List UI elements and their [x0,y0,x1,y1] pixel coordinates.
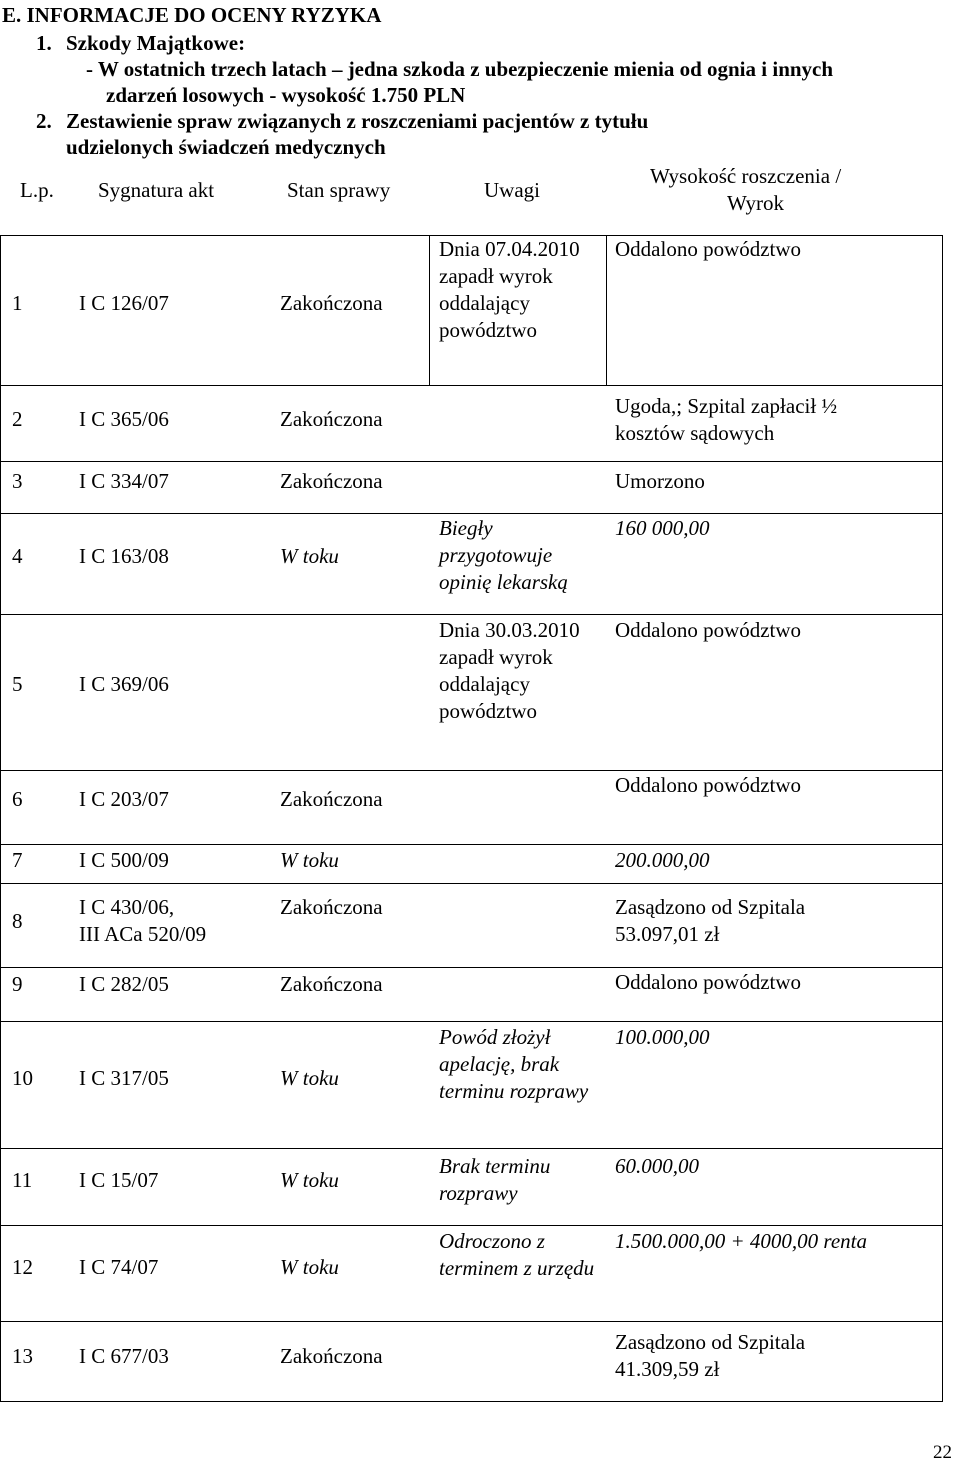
header-lp: L.p. [20,178,54,202]
row-12-uwagi: Odroczono z terminem z urzędu [439,1229,595,1280]
row-10-lp: 10 [12,1066,33,1090]
section-1-number: 1. [36,31,52,55]
row-12-stan: W toku [280,1255,339,1279]
row-5-uwagi: Dnia 30.03.2010 zapadł wyrok oddalający powództwo [439,618,580,723]
row-12-lp: 12 [12,1255,33,1279]
row-9-wysokosc: Oddalono powództwo [615,970,802,994]
table-rule [0,1321,943,1322]
section-2-line2: udzielonych świadczeń medycznych [66,135,386,159]
table-rule [0,513,943,514]
row-1-wysokosc: Oddalono powództwo [615,237,802,261]
table-rule [0,1401,943,1402]
row-10-uwagi: Powód złożył apelację, brak terminu rozprawy [439,1025,589,1103]
section-title: E. INFORMACJE DO OCENY RYZYKA [2,3,382,27]
row-10-sygnatura: I C 317/05 [79,1066,169,1090]
row-5-sygnatura: I C 369/06 [79,672,169,696]
row-6-sygnatura: I C 203/07 [79,787,169,811]
row-11-stan: W toku [280,1168,339,1192]
section-1-title: Szkody Majątkowe: [66,31,246,55]
header-sygnatura: Sygnatura akt [98,178,215,202]
row-7-wysokosc: 200.000,00 [615,848,710,872]
row-5-lp: 5 [12,672,23,696]
row-8-wysokosc-line1: Zasądzono od Szpitala [615,895,806,919]
row-9-sygnatura: I C 282/05 [79,972,169,996]
row-8-wysokosc-line2: 53.097,01 zł [615,922,720,946]
row-1-lp: 1 [12,291,23,315]
table-rule [0,614,943,615]
row-11-wysokosc: 60.000,00 [615,1154,699,1178]
row-1-uwagi: Dnia 07.04.2010 zapadł wyrok oddalający powództwo [439,237,580,342]
table-rule [0,967,943,968]
row-4-wysokosc: 160 000,00 [615,516,710,540]
row-4-uwagi: Biegły przygotowuje opinię lekarską [439,516,568,594]
table-rule [0,1225,943,1226]
row-8-lp: 8 [12,909,23,933]
row-8-stan: Zakończona [280,895,383,919]
row-11-lp: 11 [12,1168,33,1192]
row-4-lp: 4 [12,544,23,568]
header-wysokosc-line1: Wysokość roszczenia / [650,164,842,188]
row-6-lp: 6 [12,787,23,811]
row-11-sygnatura: I C 15/07 [79,1168,159,1192]
page-number: 22 [933,1442,952,1463]
row-12-sygnatura: I C 74/07 [79,1255,159,1279]
table-rule [0,770,943,771]
section-1-item-line1: - W ostatnich trzech latach – jedna szkoda z ubezpieczenie mienia od ognia i innych [86,57,834,81]
row-7-sygnatura: I C 500/09 [79,848,169,872]
row-6-wysokosc: Oddalono powództwo [615,773,802,797]
row-13-sygnatura: I C 677/03 [79,1344,169,1368]
section-1-item-line2: zdarzeń losowych - wysokość 1.750 PLN [106,83,466,107]
table-rule-vertical [429,235,430,385]
row-2-sygnatura: I C 365/06 [79,407,169,431]
header-wysokosc-line2: Wyrok [727,191,785,215]
row-8-sygnatura-line2: III ACa 520/09 [79,922,207,946]
table-rule-vertical [942,235,943,1401]
row-2-wysokosc-line1: Ugoda,; Szpital zapłacił ½ [615,394,838,418]
row-13-wysokosc-line2: 41.309,59 zł [615,1357,720,1381]
row-4-stan: W toku [280,544,339,568]
table-rule [0,1021,943,1022]
header-stan: Stan sprawy [287,178,391,202]
row-4-sygnatura: I C 163/08 [79,544,169,568]
row-1-sygnatura: I C 126/07 [79,291,169,315]
row-1-stan: Zakończona [280,291,383,315]
row-2-wysokosc-line2: kosztów sądowych [615,421,775,445]
row-10-stan: W toku [280,1066,339,1090]
row-13-lp: 13 [12,1344,33,1368]
section-2-line1: Zestawienie spraw związanych z roszczeniami pacjentów z tytułu [66,109,649,133]
section-2-number: 2. [36,109,52,133]
row-6-stan: Zakończona [280,787,383,811]
row-12-wysokosc: 1.500.000,00 + 4000,00 renta [615,1229,867,1253]
row-11-uwagi: Brak terminu rozprawy [439,1154,551,1205]
table-rule-vertical [606,235,607,385]
row-2-stan: Zakończona [280,407,383,431]
table-rule-vertical [0,235,1,1401]
row-9-stan: Zakończona [280,972,383,996]
row-7-stan: W toku [280,848,339,872]
row-3-lp: 3 [12,469,23,493]
row-10-wysokosc: 100.000,00 [615,1025,710,1049]
table-rule [0,461,943,462]
table-rule [0,385,943,386]
table-rule [0,844,943,845]
row-13-wysokosc-line1: Zasądzono od Szpitala [615,1330,806,1354]
row-3-sygnatura: I C 334/07 [79,469,169,493]
row-7-lp: 7 [12,848,23,872]
row-9-lp: 9 [12,972,23,996]
row-5-wysokosc: Oddalono powództwo [615,618,802,642]
row-13-stan: Zakończona [280,1344,383,1368]
row-3-wysokosc: Umorzono [615,469,705,493]
header-uwagi: Uwagi [484,178,540,202]
row-3-stan: Zakończona [280,469,383,493]
row-2-lp: 2 [12,407,23,431]
table-rule [0,1148,943,1149]
table-rule [0,883,943,884]
row-8-sygnatura-line1: I C 430/06, [79,895,175,919]
